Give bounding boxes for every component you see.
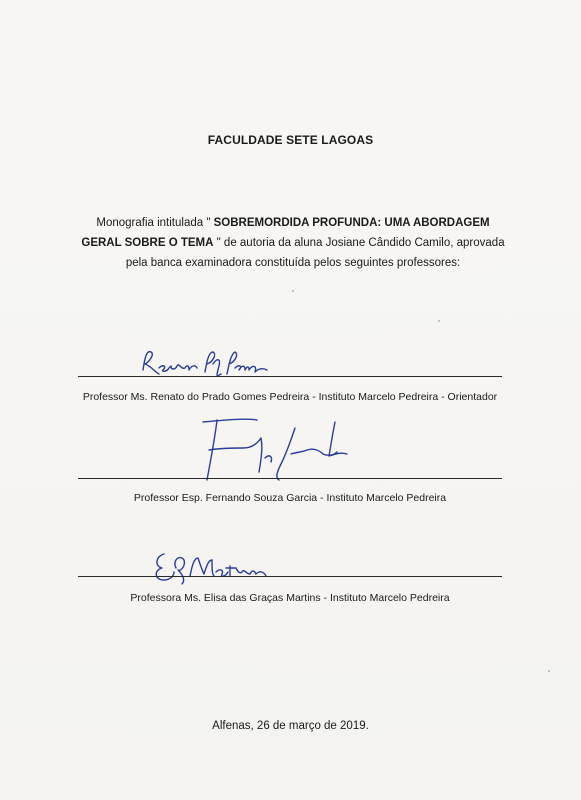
paper-speck: [438, 320, 440, 322]
examiner-3-name: Professora Ms. Elisa das Graças Martins - Instituto Marcelo Pedreira: [130, 592, 450, 604]
thesis-title-line2: GERAL SOBRE O TEMA: [81, 237, 214, 249]
institution-name: FACULDADE SETE LAGOAS: [207, 133, 374, 147]
intro-middle: " de autoria da aluna Josiane Cândido Camilo, aprovada: [213, 237, 505, 249]
examiner-1-name: Professor Ms. Renato do Prado Gomes Pedreira - Instituto Marcelo Pedreira - Orientador: [82, 391, 498, 403]
approval-statement: [78, 213, 508, 273]
signature-line-1: [78, 376, 502, 377]
signature-renato-image: [135, 344, 275, 380]
signature-elisa-image: [150, 546, 280, 586]
paper-speck: [292, 290, 294, 292]
signature-line-3: [78, 576, 502, 577]
signature-line-2: [78, 478, 502, 479]
thesis-title-line1: SOBREMORDIDA PROFUNDA: UMA ABORDAGEM: [210, 217, 490, 229]
examiner-2-name: Professor Esp. Fernando Souza Garcia - Instituto Marcelo Pedreira: [133, 492, 447, 504]
paper-speck: [548, 670, 550, 672]
intro-prefix: Monografia intitulada ": [96, 217, 211, 229]
intro-suffix: pela banca examinadora constituída pelos seguintes professores:: [125, 257, 461, 269]
place-and-date: Alfenas, 26 de março de 2019.: [212, 720, 369, 732]
signature-fernando-image: [195, 408, 365, 488]
